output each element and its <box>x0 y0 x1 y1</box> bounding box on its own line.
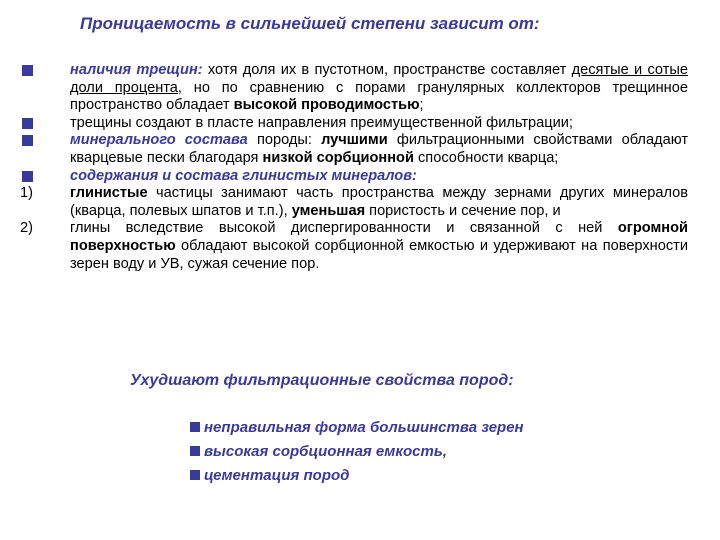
text-run: огромной поверхностью <box>70 220 688 254</box>
text-run: минерального состава <box>70 132 248 149</box>
square-bullet-icon <box>22 135 33 146</box>
text-run: породы: <box>247 132 322 149</box>
list-item-label: неправильная форма большинства зерен <box>204 419 524 436</box>
text-run: уменьшая <box>291 202 366 219</box>
text-run: наличия трещин: <box>70 62 203 78</box>
text-run: частицы занимают часть пространства между зернами других минералов (кварца, полевых шпатов и т.п.), <box>70 185 688 219</box>
list-number: 2) <box>20 220 33 237</box>
square-bullet-icon <box>22 171 33 182</box>
text-run: десятые и сотые доли процента <box>70 62 688 96</box>
square-bullet-icon <box>190 422 200 432</box>
list-item <box>20 168 688 186</box>
slide-title: Проницаемость в сильнейшей степени зависит от: <box>80 14 540 33</box>
list-item <box>20 115 688 133</box>
worsening-factors-list <box>190 416 524 488</box>
square-bullet-icon <box>190 470 200 480</box>
text-run: лучшими <box>321 132 388 149</box>
text-run: трещины создают в пласте направления преимущественной фильтрации; <box>70 114 573 131</box>
text-run: обладают высокой сорбционной емкостью и удерживают на поверхности зерен воду и УВ, сужая сечение пор. <box>70 237 688 272</box>
factors-list <box>20 62 688 273</box>
list-item-label: высокая сорбционная емкость, <box>204 443 447 460</box>
text-run: фильтрационными свойствами обладают кварцевые пески благодаря <box>70 132 688 166</box>
text-run: глины вследствие высокой диспергированности и связанной с ней <box>70 220 618 237</box>
text-run: способности кварца; <box>413 149 559 166</box>
text-run: пористость и сечение пор, и <box>365 202 561 219</box>
text-run: низкой сорбционной <box>262 149 414 166</box>
square-bullet-icon <box>190 446 200 456</box>
list-item <box>20 62 688 115</box>
text-run: содержания и состава глинистых минералов: <box>70 167 417 184</box>
list-number: 1) <box>20 185 33 202</box>
text-run: , но по сравнению с порами гранулярных коллекторов трещинное пространство обладает <box>70 79 688 114</box>
section-subtitle: Ухудшают фильтрационные свойства пород: <box>130 372 514 389</box>
list-item <box>190 440 524 464</box>
text-run: хотя доля их в пустотном, пространстве составляет <box>202 62 572 78</box>
square-bullet-icon <box>22 118 33 129</box>
list-item <box>20 185 688 220</box>
square-bullet-icon <box>22 65 33 76</box>
text-run: высокой проводимостью <box>233 97 420 114</box>
list-item <box>190 464 524 488</box>
list-item <box>20 220 688 273</box>
list-item <box>20 132 688 167</box>
text-run: ; <box>419 97 424 114</box>
list-item <box>190 416 524 440</box>
text-run: глинистые <box>70 185 148 202</box>
list-item-label: цементация пород <box>204 467 350 484</box>
